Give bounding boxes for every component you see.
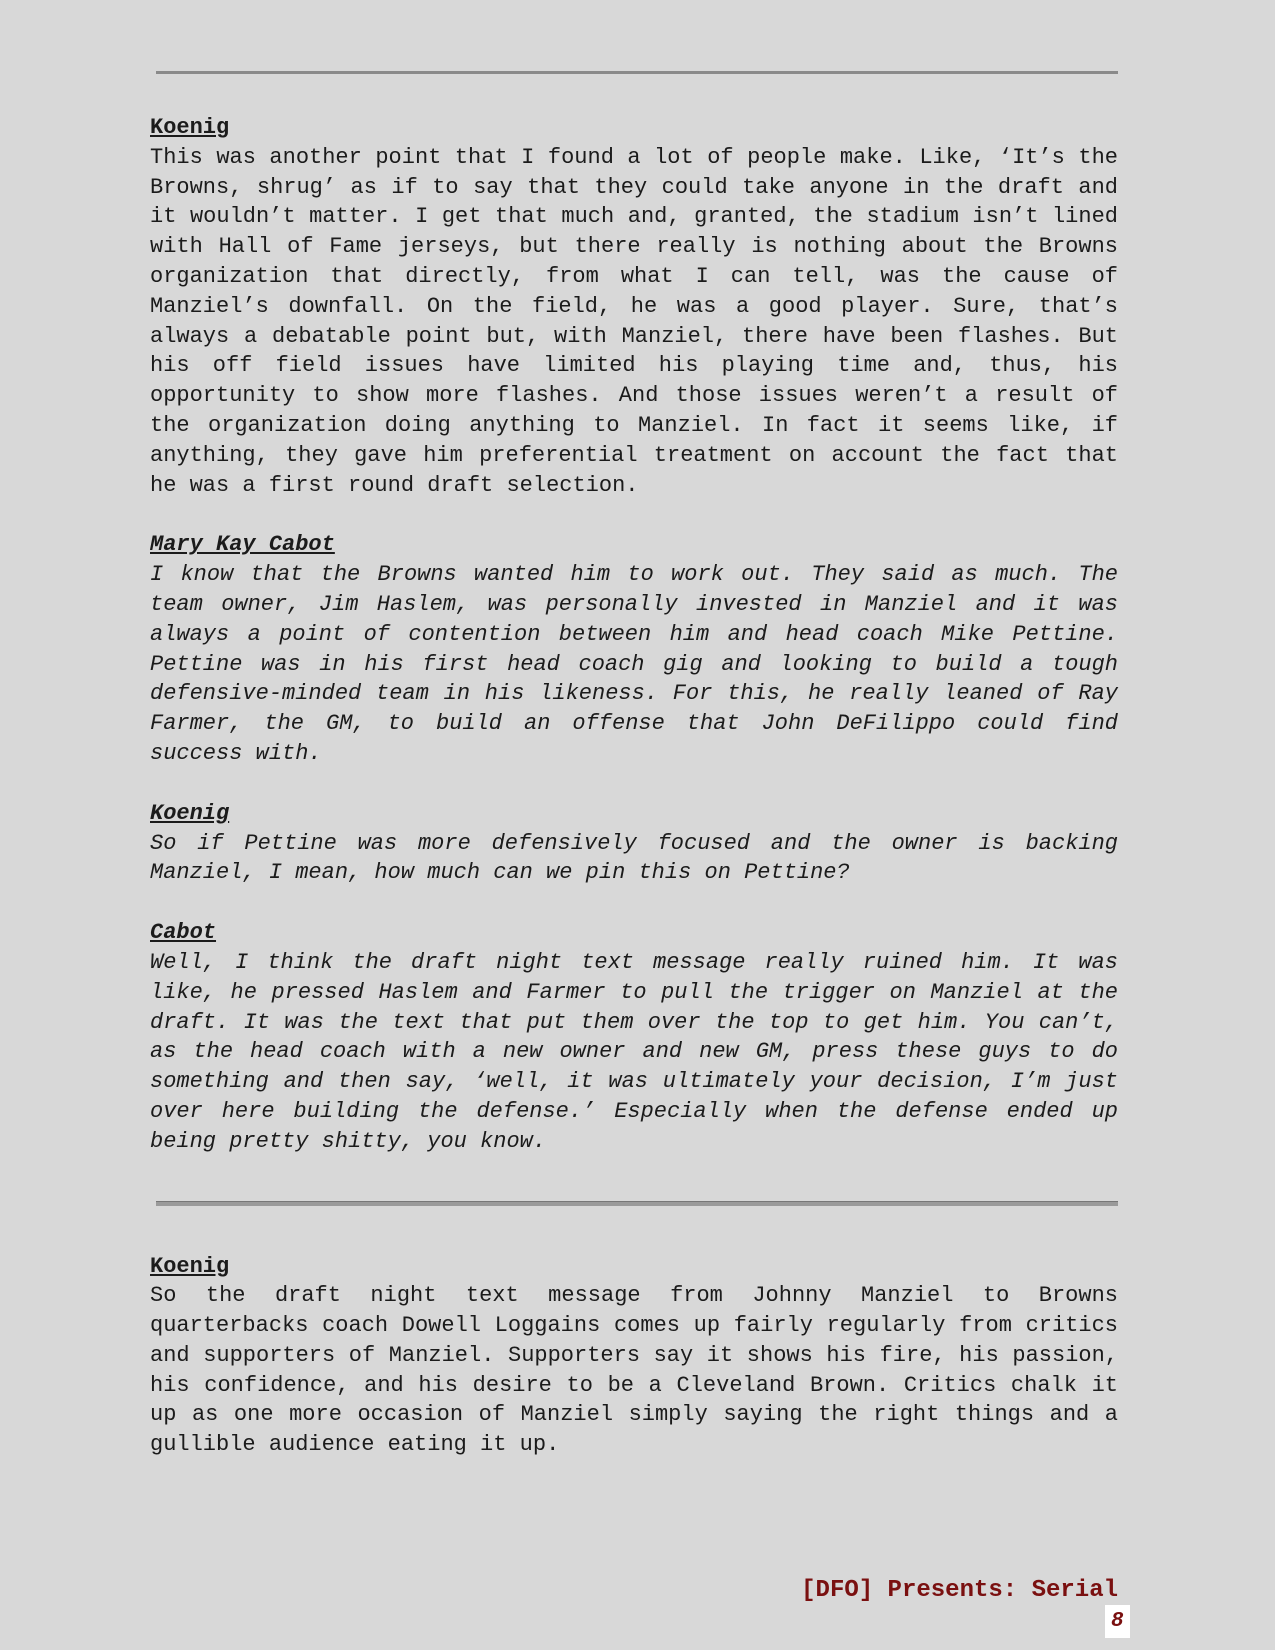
speaker-name: Mary Kay Cabot: [150, 532, 335, 558]
speaker-text: This was another point that I found a lot of people make. Like, ‘It’s the Browns, shrug’ as if to say that they could take anyone in the draft and it wouldn’t matter. I get that much and, granted, the stadium isn’t lined with Hall of Fame jerseys, but there really is nothing about the Browns organization that directly, from what I can tell, was the cause of Manziel’s downfall. On the field, he was a good player. Sure, that’s always a debatable point but, with Manziel, there have been flashes. But his off field issues have limited his playing time and, thus, his opportunity to show more flashes. And those issues weren’t a result of the organization doing anything to Manziel. In fact it seems like, if anything, they gave him preferential treatment on account the fact that he was a first round draft selection.: [150, 144, 1118, 498]
speaker-text: Well, I think the draft night text message really ruined him. It was like, he pressed Haslem and Farmer to pull the trigger on Manziel at the draft. It was the text that put them over the top to get him. You can’t, as the head coach with a new owner and new GM, press these guys to do something and then say, ‘well, it was ultimately your decision, I’m just over here building the defense.’ Especially when the defense ended up being pretty shitty, you know.: [150, 949, 1118, 1154]
footer-credit: [DFO] Presents: Serial: [801, 1577, 1118, 1604]
page-number: 8: [1105, 1605, 1130, 1638]
page-content: [150, 0, 1118, 1460]
section-divider-rule: [156, 1201, 1118, 1206]
speaker-name: Cabot: [150, 920, 217, 946]
speaker-text: So if Pettine was more defensively focused and the owner is backing Manziel, I mean, how much can we pin this on Pettine?: [150, 830, 1118, 886]
transcript-section: [150, 918, 1118, 1156]
speaker-name: Koenig: [150, 800, 230, 826]
speaker-name: Koenig: [150, 115, 230, 140]
top-horizontal-rule: [156, 71, 1118, 74]
transcript-section: [150, 799, 1118, 888]
speaker-text: So the draft night text message from Johnny Manziel to Browns quarterbacks coach Dowell Loggains comes up fairly regularly from critics and supporters of Manziel. Supporters say it shows his fire, his passion, his confidence, and his desire to be a Cleveland Brown. Critics chalk it up as one more occasion of Manziel simply saying the right things and a gullible audience eating it up.: [150, 1283, 1118, 1458]
speaker-name: Koenig: [150, 1253, 230, 1279]
speaker-text: I know that the Browns wanted him to work out. They said as much. The team owner, Jim Haslem, was personally invested in Manziel and it was always a point of contention between him and head coach Mike Pettine. Pettine was in his first head coach gig and looking to build a tough defensive-minded team in his likeness. For this, he really leaned of Ray Farmer, the GM, to build an offense that John DeFilippo could find success with.: [150, 562, 1118, 766]
transcript-section: [150, 113, 1118, 500]
transcript-section: [150, 530, 1118, 768]
transcript-section: [150, 1252, 1118, 1461]
